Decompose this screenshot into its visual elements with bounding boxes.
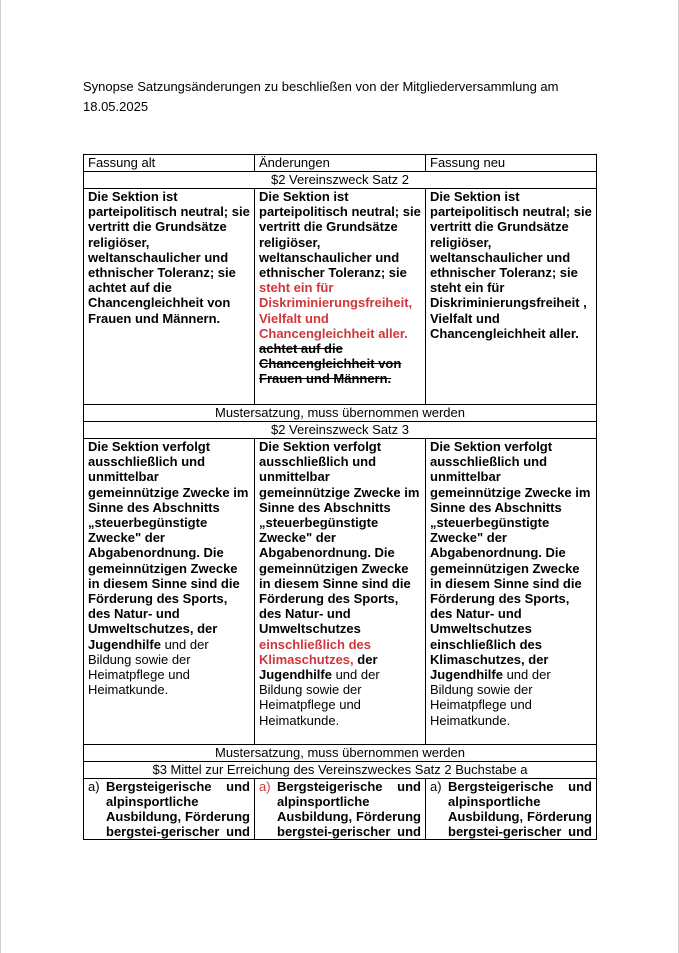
old-version-cell — [84, 189, 255, 405]
old-text: Die Sektion ist parteipolitisch neutral; sie vertritt die Grundsätze religiöser, weltanschaulicher und ethnischer Toleranz; sie achtet auf die Chancengleichheit von Frauen und Männern. — [88, 189, 250, 326]
changes-unchanged-text: Die Sektion ist parteipolitisch neutral; sie vertritt die Grundsätze religiöser, weltanschaulicher und ethnischer Toleranz; sie — [259, 189, 421, 281]
changes-text-bold-2: der Jugendhilfe — [259, 651, 378, 683]
section-body-row — [84, 439, 597, 745]
column-header-old: Fassung alt — [84, 155, 255, 172]
old-version-cell — [84, 439, 255, 745]
changes-cell — [255, 779, 426, 840]
changes-cell — [255, 189, 426, 405]
item-text: Bergsteigerische und alpinsportliche Ausbildung, Förderung bergstei-gerischer und — [106, 779, 250, 839]
item-label: a) — [430, 779, 442, 794]
removed-text: achtet auf die Chancengleichheit von Frauen und Männern. — [259, 341, 402, 387]
section-heading: $2 Vereinszweck Satz 2 — [84, 172, 597, 189]
added-text: steht ein für Diskriminierungsfreiheit, Vielfalt und Chancengleichheit aller. — [259, 280, 413, 341]
column-header-new: Fassung neu — [426, 155, 597, 172]
section-heading: $3 Mittel zur Erreichung des Vereinszweckes Satz 2 Buchstabe a — [84, 762, 597, 779]
header-row — [84, 155, 597, 172]
section-heading-row — [84, 172, 597, 189]
column-header-changes: Änderungen — [255, 155, 426, 172]
section-heading: $2 Vereinszweck Satz 3 — [84, 422, 597, 439]
changes-text-normal: und der Bildung sowie der Heimatpflege und Heimatkunde. — [259, 667, 380, 728]
added-text: einschließlich des Klimaschutzes, — [259, 636, 371, 667]
new-version-cell — [426, 439, 597, 745]
section-body-row — [84, 189, 597, 405]
new-version-cell — [426, 779, 597, 840]
old-text-normal: und der Bildung sowie der Heimatpflege und Heimatkunde. — [88, 636, 209, 698]
section-body-row — [84, 779, 597, 840]
item-text: Bergsteigerische und alpinsportliche Ausbildung, Förderung bergstei-gerischer und — [448, 779, 592, 839]
changes-text-bold: Die Sektion verfolgt ausschließlich und unmittelbar gemeinnützige Zwecke im Sinne des Abschnitts „steuerbegünstigte Zwecke" der Abgabenordnung. Die gemeinnützigen Zwecke in diesem Sinne sind die Förderung des Sports, des Natur- und Umweltschutzes — [259, 439, 420, 637]
page-edge-left — [0, 0, 1, 953]
synopsis-table — [83, 154, 597, 840]
section-note-row — [84, 745, 597, 762]
changes-cell — [255, 439, 426, 745]
new-text-normal: und der Bildung sowie der Heimatpflege und Heimatkunde. — [430, 667, 551, 728]
section-note-row — [84, 405, 597, 422]
old-text-bold: Die Sektion verfolgt ausschließlich und unmittelbar gemeinnützige Zwecke im Sinne des Abschnitts „steuerbegünstigte Zwecke" der Abgabenordnung. Die gemeinnützigen Zwecke in diesem Sinne sind die Förderung des Sports, des Natur- und Umweltschutzes, der Jugendhilfe — [88, 439, 249, 652]
new-text-bold: Die Sektion verfolgt ausschließlich und unmittelbar gemeinnützige Zwecke im Sinne des Abschnitts „steuerbegünstigte Zwecke" der Abgabenordnung. Die gemeinnützigen Zwecke in diesem Sinne sind die Förderung des Sports, des Natur- und Umweltschutzes einschließlich des Klimaschutzes, der Jugendhilfe — [430, 439, 591, 683]
section-heading-row — [84, 422, 597, 439]
document-title: Synopse Satzungsänderungen zu beschließen von der Mitgliederversammlung am 18.05.2025 — [83, 79, 559, 114]
section-heading-row — [84, 762, 597, 779]
item-label-changed: a) — [259, 779, 271, 794]
new-text: Die Sektion ist parteipolitisch neutral; sie vertritt die Grundsätze religiöser, weltanschaulicher und ethnischer Toleranz; sie steht ein für Diskriminierungsfreiheit , Vielfalt und Chancengleichheit aller. — [430, 189, 592, 341]
item-label: a) — [88, 779, 100, 794]
section-note: Mustersatzung, muss übernommen werden — [84, 745, 597, 762]
item-text: Bergsteigerische und alpinsportliche Ausbildung, Förderung bergstei-gerischer und — [277, 779, 421, 839]
new-version-cell — [426, 189, 597, 405]
section-note: Mustersatzung, muss übernommen werden — [84, 405, 597, 422]
old-version-cell — [84, 779, 255, 840]
